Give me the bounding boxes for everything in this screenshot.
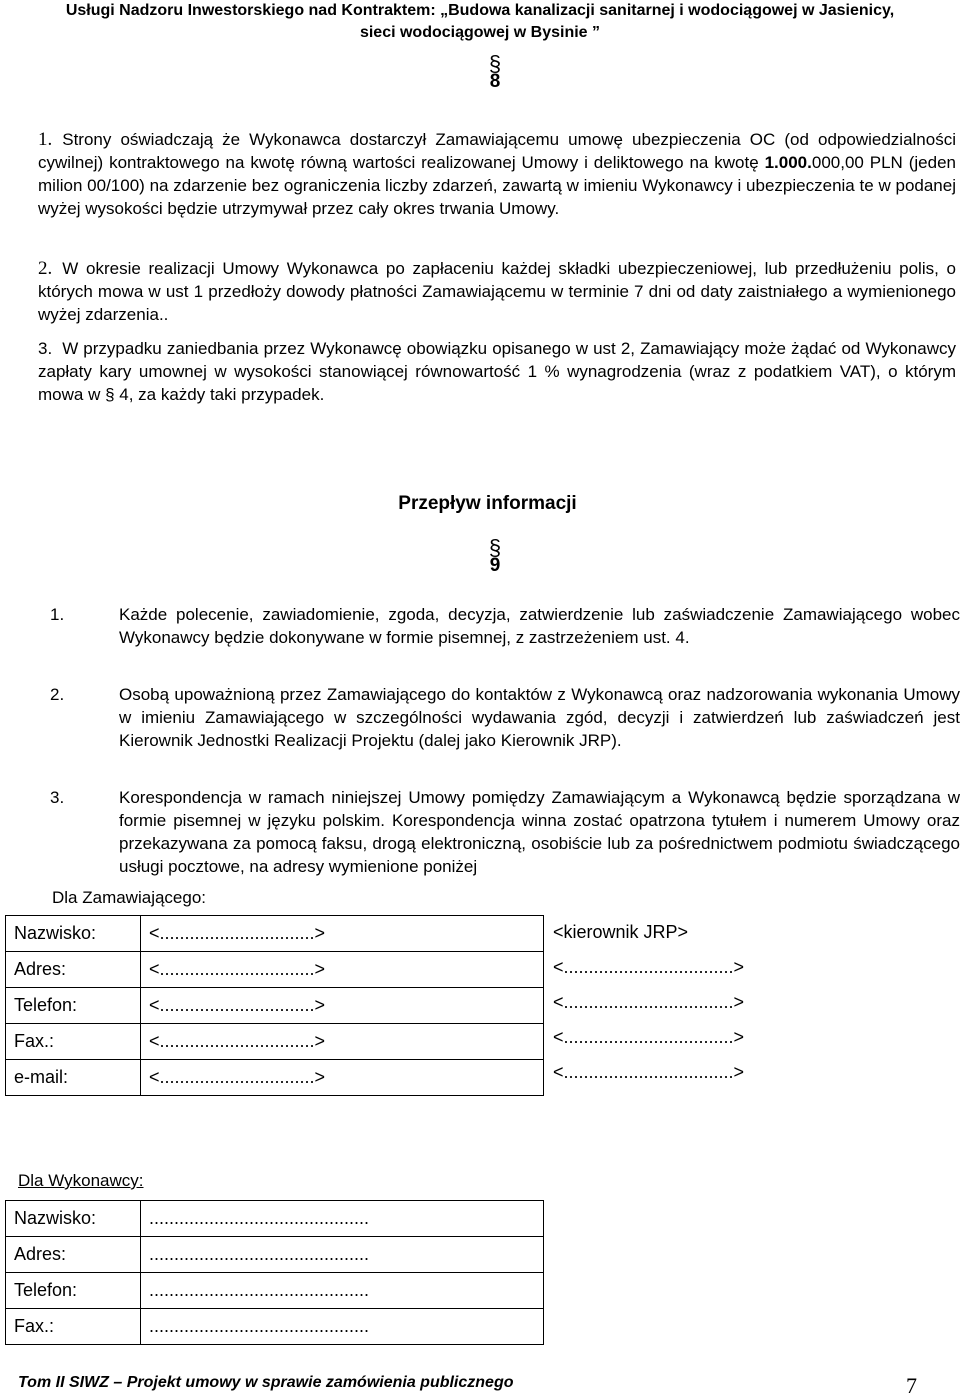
header-line-1: Usługi Nadzoru Inwestorskiego nad Kontraktem: „Budowa kanalizacji sanitarnej i wodociągowej w Jasienicy, — [65, 2, 895, 19]
row-label: Adres: — [6, 1237, 141, 1273]
row-value: ............................................ — [141, 1309, 544, 1345]
row-value: ............................................ — [141, 1273, 544, 1309]
row-value: <...............................> — [141, 988, 544, 1024]
table-row — [6, 1060, 544, 1096]
row-value: <...............................> — [141, 916, 544, 952]
row-value: ............................................ — [141, 1237, 544, 1273]
section-8-item-2 — [38, 257, 956, 326]
section-8-item-3 — [38, 337, 956, 406]
paragraph-symbol: § — [488, 535, 502, 560]
wykonawca-label: Dla Wykonawcy: — [18, 1171, 144, 1190]
table-row — [6, 1309, 544, 1345]
page-number: 7 — [906, 1373, 917, 1398]
table-row — [6, 1273, 544, 1309]
table-row — [6, 988, 544, 1024]
second-column-value: <..................................> — [553, 1062, 745, 1082]
second-column-value: <..................................> — [553, 992, 745, 1012]
item-text: Każde polecenie, zawiadomienie, zgoda, decyzja, zatwierdzenie lub zaświadczenie Zamawiającego wobec Wykonawcy będzie dokonywane w formie pisemnej, z zastrzeżeniem ust. 4. — [119, 605, 960, 647]
row-value: <...............................> — [141, 952, 544, 988]
item-text-cont: 000,00 PLN (jeden milion 00/100) na zdarzenie bez ograniczenia liczby zdarzeń, zawartą w imieniu Wykonawcy i ubezpieczenia te w podanej wyżej wysokości będzie utrzymywał przez cały okres trwania Umowy. — [38, 153, 956, 218]
table-row — [6, 1201, 544, 1237]
item-number: 3. — [50, 788, 65, 807]
row-label: Nazwisko: — [6, 1201, 141, 1237]
zamawiajacy-label: Dla Zamawiającego: — [52, 888, 207, 907]
row-label: Nazwisko: — [6, 916, 141, 952]
zamawiajacy-second-column — [553, 915, 744, 1090]
wykonawca-contact-table — [5, 1200, 544, 1345]
section-9-heading: Przepływ informacji — [398, 493, 577, 514]
row-label: Fax.: — [6, 1024, 141, 1060]
row-label: Adres: — [6, 952, 141, 988]
zamawiajacy-contact-table — [5, 915, 544, 1096]
row-label: Telefon: — [6, 1273, 141, 1309]
item-text: Korespondencja w ramach niniejszej Umowy pomiędzy Zamawiającym a Wykonawcą będzie sporządzana w formie pisemnej w języku polskim. Korespondencja winna zostać opatrzona tytułem i numerem Umowy oraz przekazywana za pomocą faksu, drogą elektroniczną, osobiście lub za pośrednictwem podmiotu świadczącego usługi pocztowe, na adresy wymienione poniżej — [119, 788, 960, 876]
section-8-marker — [475, 51, 515, 93]
item-text: W przypadku zaniedbania przez Wykonawcę obowiązku opisanego w ust 2, Zamawiający może żądać od Wykonawcy zapłaty kary umownej w wysokości stanowiącej równowartość 1 % wynagrodzenia (wraz z podatkiem VAT), o którym mowa w § 4, za każdy taki przypadek. — [38, 339, 956, 404]
table-row — [6, 1237, 544, 1273]
section-9-item-2 — [50, 683, 960, 752]
section-9-marker — [475, 535, 515, 577]
row-value: <...............................> — [141, 1024, 544, 1060]
item-text: Strony oświadczają że Wykonawca dostarczył Zamawiającemu umowę ubezpieczenia OC (od odpowiedzialności cywilnej) kontraktowego na kwotę równą wartości realizowanej Umowy i deliktowego na kwotę — [38, 130, 956, 172]
item-number: 2. — [38, 258, 53, 279]
item-text-bold: 1.000. — [764, 153, 812, 172]
item-text: W okresie realizacji Umowy Wykonawca po zapłaceniu każdej składki ubezpieczeniowej, lub przedłużeniu polis, o których mowa w ust 1 przedłoży dowody płatności Zamawiającemu w terminie 7 dni od daty zaistniałego a wymienionego wyżej zdarzenia.. — [38, 259, 956, 324]
table-row — [6, 1024, 544, 1060]
item-number: 1. — [50, 605, 65, 624]
footer-title: Tom II SIWZ – Projekt umowy w sprawie zamówienia publicznego — [18, 1374, 514, 1391]
item-text: Osobą upoważnioną przez Zamawiającego do kontaktów z Wykonawcą oraz nadzorowania wykonania Umowy w imieniu Zamawiającego w szczególności wydawania zgód, decyzji i zatwierdzeń lub zaświadczeń jest Kierownik Jednostki Realizacji Projektu (dalej jako Kierownik JRP). — [119, 685, 960, 750]
paragraph-symbol: § — [488, 51, 502, 76]
table-row — [6, 952, 544, 988]
section-number: 8 — [489, 71, 501, 92]
section-number: 9 — [489, 555, 501, 576]
section-8-item-1 — [38, 128, 956, 220]
second-column-value: <..................................> — [553, 1027, 745, 1047]
row-label: Telefon: — [6, 988, 141, 1024]
item-number: 2. — [50, 685, 65, 704]
document-header — [0, 0, 960, 44]
row-label: e-mail: — [6, 1060, 141, 1096]
second-column-value: <kierownik JRP> — [553, 922, 689, 942]
header-line-2: sieci wodociągowej w Bysinie ” — [359, 24, 601, 41]
item-number: 1. — [38, 129, 53, 150]
item-number: 3. — [38, 339, 53, 358]
row-label: Fax.: — [6, 1309, 141, 1345]
section-9-item-3 — [50, 786, 960, 878]
row-value: ............................................ — [141, 1201, 544, 1237]
table-row — [6, 916, 544, 952]
section-9-item-1 — [50, 603, 960, 649]
row-value: <...............................> — [141, 1060, 544, 1096]
second-column-value: <..................................> — [553, 957, 745, 977]
